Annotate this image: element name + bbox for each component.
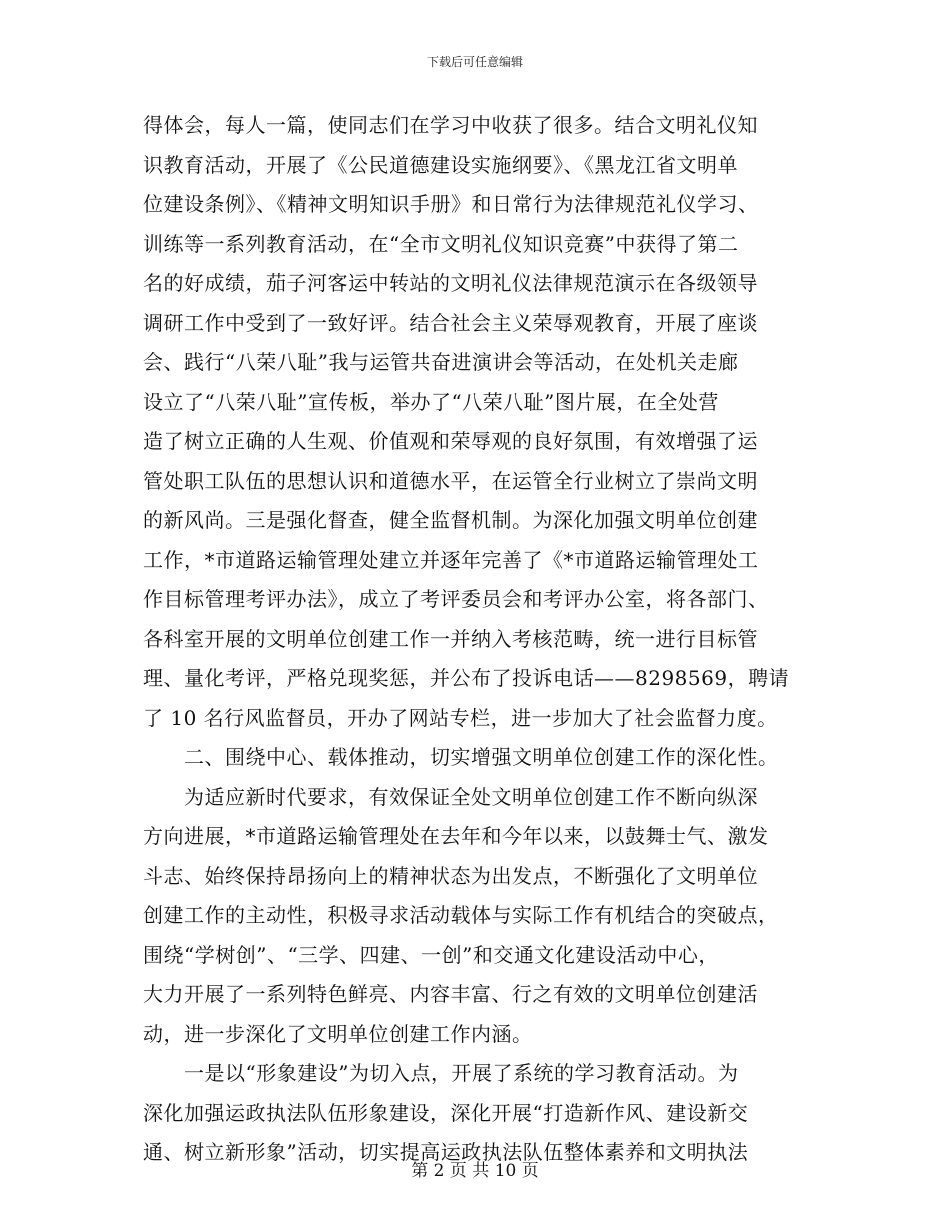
text-line: 调研工作中受到了一致好评。结合社会主义荣辱观教育，开展了座谈 bbox=[143, 310, 758, 335]
text-line: 大力开展了一系列特色鲜亮、内容丰富、行之有效的文明单位创建活 bbox=[143, 982, 758, 1006]
text-line: 斗志、始终保持昂扬向上的精神状态为出发点，不断强化了文明单位 bbox=[143, 863, 758, 888]
text-line: 二、围绕中心、载体推动，切实增强文明单位创建工作的深化性。 bbox=[143, 745, 779, 769]
text-line: 围绕“学树创”、“三学、四建、一创”和交通文化建设活动中心， bbox=[143, 942, 719, 967]
text-line: 各科室开展的文明单位创建工作一并纳入考核范畴，统一进行目标管 bbox=[143, 626, 758, 651]
document-body bbox=[143, 106, 809, 1173]
text-line: 了 10 名行风监督员，开办了网站专栏，进一步加大了社会监督力度。 bbox=[143, 705, 778, 730]
text-line: 动，进一步深化了文明单位创建工作内涵。 bbox=[143, 1021, 533, 1046]
text-line: 会、践行“八荣八耻”我与运管共奋进演讲会等活动，在处机关走廊 bbox=[143, 350, 739, 374]
text-line: 训练等一系列教育活动，在“全市文明礼仪知识竞赛”中获得了第二 bbox=[143, 231, 739, 256]
text-line: 创建工作的主动性，积极寻求活动载体与实际工作有机结合的突破点， bbox=[143, 903, 779, 927]
text-line: 方向进展，*市道路运输管理处在去年和今年以来，以鼓舞士气、激发 bbox=[143, 824, 769, 848]
text-line: 通、树立新形象”活动，切实提高运政执法队伍整体素养和文明执法 bbox=[143, 1140, 749, 1164]
text-line: 为适应新时代要求，有效保证全处文明单位创建工作不断向纵深 bbox=[143, 784, 758, 809]
text-line: 理、量化考评，严格兑现奖惩，并公布了投诉电话——8298569，聘请 bbox=[143, 666, 790, 690]
text-line: 得体会，每人一篇，使同志们在学习中收获了很多。结合文明礼仪知 bbox=[143, 113, 758, 137]
page-footer: 第 2 页 共 10 页 bbox=[411, 1161, 539, 1181]
text-line: 一是以“形象建设”为切入点，开展了系统的学习教育活动。为 bbox=[143, 1061, 739, 1085]
text-line: 工作，*市道路运输管理处建立并逐年完善了《*市道路运输管理处工 bbox=[143, 547, 759, 572]
text-line: 作目标管理考评办法》，成立了考评委员会和考评办公室，将各部门、 bbox=[143, 587, 769, 611]
text-line: 深化加强运政执法队伍形象建设，深化开展“打造新作风、建设新交 bbox=[143, 1100, 749, 1125]
text-line: 识教育活动，开展了《公民道德建设实施纲要》、《黑龙江省文明单 bbox=[143, 152, 738, 177]
text-line: 的新风尚。三是强化督查，健全监督机制。为深化加强文明单位创建 bbox=[143, 508, 758, 532]
text-line: 设立了“八荣八耻”宣传板，举办了“八荣八耻”图片展，在全处营 bbox=[143, 389, 719, 414]
page-header: 下载后可任意编辑 bbox=[426, 55, 523, 69]
text-line: 造了树立正确的人生观、价值观和荣辱观的良好氛围，有效增强了运 bbox=[143, 429, 758, 453]
text-line: 位建设条例》、《精神文明知识手册》和日常行为法律规范礼仪学习、 bbox=[143, 192, 759, 216]
text-line: 管处职工队伍的思想认识和道德水平，在运管全行业树立了崇尚文明 bbox=[143, 468, 758, 493]
text-line: 名的好成绩，茄子河客运中转站的文明礼仪法律规范演示在各级领导 bbox=[143, 271, 758, 295]
